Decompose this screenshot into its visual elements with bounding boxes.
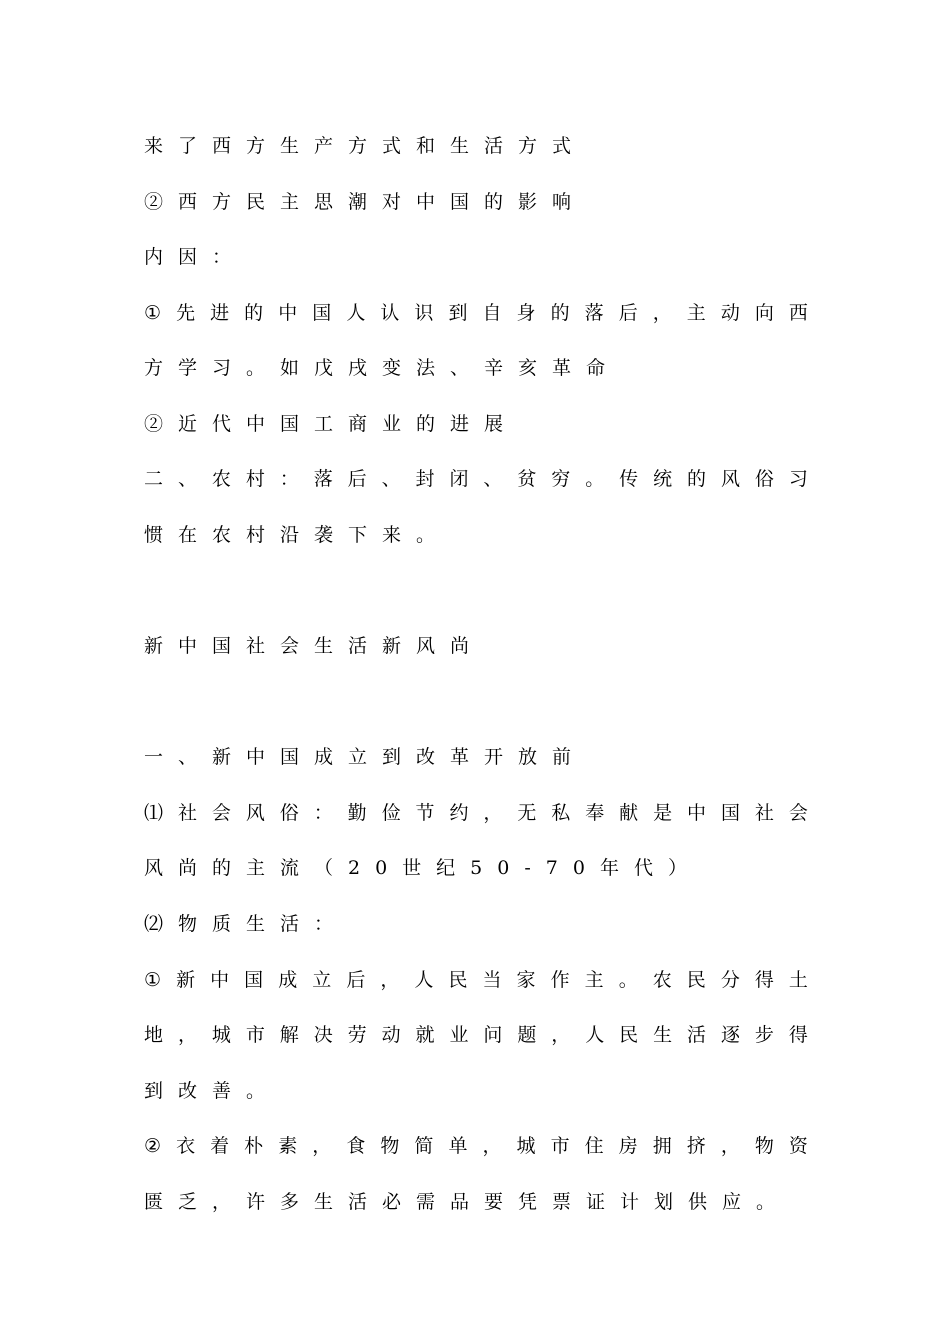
text-line-17 (144, 1134, 808, 1158)
glyph: ① (144, 969, 162, 991)
glyph: 风 (720, 468, 740, 490)
glyph: 国 (312, 302, 332, 324)
glyph: 向 (754, 302, 774, 324)
glyph: 民 (448, 969, 468, 991)
glyph: 是 (653, 802, 673, 824)
glyph: 房 (618, 1135, 638, 1157)
glyph: 得 (788, 1024, 808, 1046)
glyph: ① (144, 302, 162, 324)
text-line-1: 来了西方生产方式和生活方式 (144, 135, 587, 157)
glyph: 民 (619, 1024, 639, 1046)
glyph: 的 (687, 468, 707, 490)
glyph: 后 (346, 969, 366, 991)
glyph: ： (313, 802, 333, 824)
glyph: 素 (278, 1135, 298, 1157)
glyph: 传 (619, 468, 639, 490)
glyph: 简 (414, 1135, 434, 1157)
text-line-4 (144, 301, 808, 325)
glyph: 约 (449, 802, 469, 824)
glyph: 题 (517, 1024, 537, 1046)
glyph: 中 (210, 969, 230, 991)
glyph: 步 (754, 1024, 774, 1046)
glyph: 作 (550, 969, 570, 991)
text-line-8: 惯在农村沿袭下来。 (144, 524, 451, 546)
glyph: 城 (516, 1135, 536, 1157)
glyph: 俗 (754, 468, 774, 490)
glyph: 俗 (279, 802, 299, 824)
glyph: 生 (653, 1024, 673, 1046)
glyph: 私 (551, 802, 571, 824)
glyph: 住 (584, 1135, 604, 1157)
glyph: 人 (346, 302, 366, 324)
glyph: 人 (414, 969, 434, 991)
glyph: 国 (720, 802, 740, 824)
glyph: 解 (279, 1024, 299, 1046)
glyph: 当 (482, 969, 502, 991)
glyph: 衣 (176, 1135, 196, 1157)
glyph: 就 (415, 1024, 435, 1046)
glyph: 俭 (381, 802, 401, 824)
glyph: 的 (550, 302, 570, 324)
glyph: 村 (245, 468, 265, 490)
glyph: 节 (415, 802, 435, 824)
text-line-3: 内因： (144, 246, 247, 268)
section-heading: 新中国社会生活新风尚 (144, 635, 485, 657)
glyph: 活 (687, 1024, 707, 1046)
glyph: 资 (788, 1135, 808, 1157)
glyph: 勤 (347, 802, 367, 824)
glyph: 封 (415, 468, 435, 490)
glyph: ： (279, 468, 299, 490)
glyph: ⑴ (144, 802, 164, 824)
glyph: 地 (144, 1024, 164, 1046)
glyph: 中 (687, 802, 707, 824)
glyph: 、 (483, 468, 503, 490)
text-line-11 (144, 801, 808, 825)
glyph: 会 (211, 802, 231, 824)
glyph: 成 (278, 969, 298, 991)
glyph: 动 (381, 1024, 401, 1046)
glyph: 国 (244, 969, 264, 991)
glyph: 。 (618, 969, 638, 991)
glyph: 物 (754, 1135, 774, 1157)
glyph: 劳 (347, 1024, 367, 1046)
glyph: ， (483, 802, 503, 824)
glyph: 主 (686, 302, 706, 324)
glyph: 逐 (720, 1024, 740, 1046)
text-line-2: ②西方民主思潮对中国的影响 (144, 191, 587, 213)
glyph: 后 (347, 468, 367, 490)
glyph: ， (482, 1135, 502, 1157)
glyph: 无 (517, 802, 537, 824)
glyph: 市 (245, 1024, 265, 1046)
glyph: ， (177, 1024, 197, 1046)
text-line-12: 风尚的主流（20世纪50-70年代） (144, 857, 702, 879)
glyph: 动 (720, 302, 740, 324)
glyph: 二 (144, 468, 164, 490)
glyph: 主 (584, 969, 604, 991)
glyph: 城 (211, 1024, 231, 1046)
glyph: 先 (176, 302, 196, 324)
glyph: 社 (754, 802, 774, 824)
glyph: 统 (653, 468, 673, 490)
glyph: 问 (483, 1024, 503, 1046)
glyph: 挤 (686, 1135, 706, 1157)
glyph: ， (312, 1135, 332, 1157)
glyph: 朴 (244, 1135, 264, 1157)
glyph: 土 (788, 969, 808, 991)
glyph: 习 (788, 468, 808, 490)
text-line-14 (144, 968, 808, 992)
glyph: 新 (176, 969, 196, 991)
glyph: 自 (482, 302, 502, 324)
glyph: 。 (585, 468, 605, 490)
text-line-7 (144, 467, 808, 491)
glyph: 农 (211, 468, 231, 490)
text-line-5: 方学习。如戊戌变法、辛亥革命 (144, 357, 621, 379)
text-line-6: ②近代中国工商业的进展 (144, 413, 519, 435)
text-line-13: ⑵物质生活： (144, 913, 349, 935)
text-line-10: 一、新中国成立到改革开放前 (144, 746, 587, 768)
glyph: 决 (313, 1024, 333, 1046)
glyph: 得 (754, 969, 774, 991)
text-line-18: 匮乏，许多生活必需品要凭票证计划供应。 (144, 1191, 791, 1213)
glyph: 穷 (551, 468, 571, 490)
glyph: 中 (278, 302, 298, 324)
glyph: 身 (516, 302, 536, 324)
glyph: ， (380, 969, 400, 991)
glyph: 分 (720, 969, 740, 991)
glyph: 、 (177, 468, 197, 490)
glyph: 立 (312, 969, 332, 991)
glyph: 市 (550, 1135, 570, 1157)
glyph: 识 (414, 302, 434, 324)
glyph: 到 (448, 302, 468, 324)
glyph: 闭 (449, 468, 469, 490)
glyph: 着 (210, 1135, 230, 1157)
glyph: 后 (618, 302, 638, 324)
glyph: 、 (381, 468, 401, 490)
glyph: 献 (619, 802, 639, 824)
glyph: 落 (584, 302, 604, 324)
glyph: ② (144, 1135, 162, 1157)
glyph: 民 (686, 969, 706, 991)
glyph: 的 (244, 302, 264, 324)
glyph: 单 (448, 1135, 468, 1157)
glyph: 进 (210, 302, 230, 324)
glyph: 风 (245, 802, 265, 824)
glyph: 拥 (652, 1135, 672, 1157)
glyph: 会 (788, 802, 808, 824)
glyph: ， (720, 1135, 740, 1157)
glyph: 食 (346, 1135, 366, 1157)
glyph: 奉 (585, 802, 605, 824)
text-line-16: 到改善。 (144, 1080, 281, 1102)
glyph: 西 (788, 302, 808, 324)
glyph: ， (652, 302, 672, 324)
glyph: ， (551, 1024, 571, 1046)
glyph: 业 (449, 1024, 469, 1046)
glyph: 社 (177, 802, 197, 824)
glyph: 人 (585, 1024, 605, 1046)
glyph: 家 (516, 969, 536, 991)
glyph: 认 (380, 302, 400, 324)
glyph: 农 (652, 969, 672, 991)
glyph: 贫 (517, 468, 537, 490)
glyph: 落 (313, 468, 333, 490)
glyph: 物 (380, 1135, 400, 1157)
text-line-15 (144, 1023, 808, 1047)
